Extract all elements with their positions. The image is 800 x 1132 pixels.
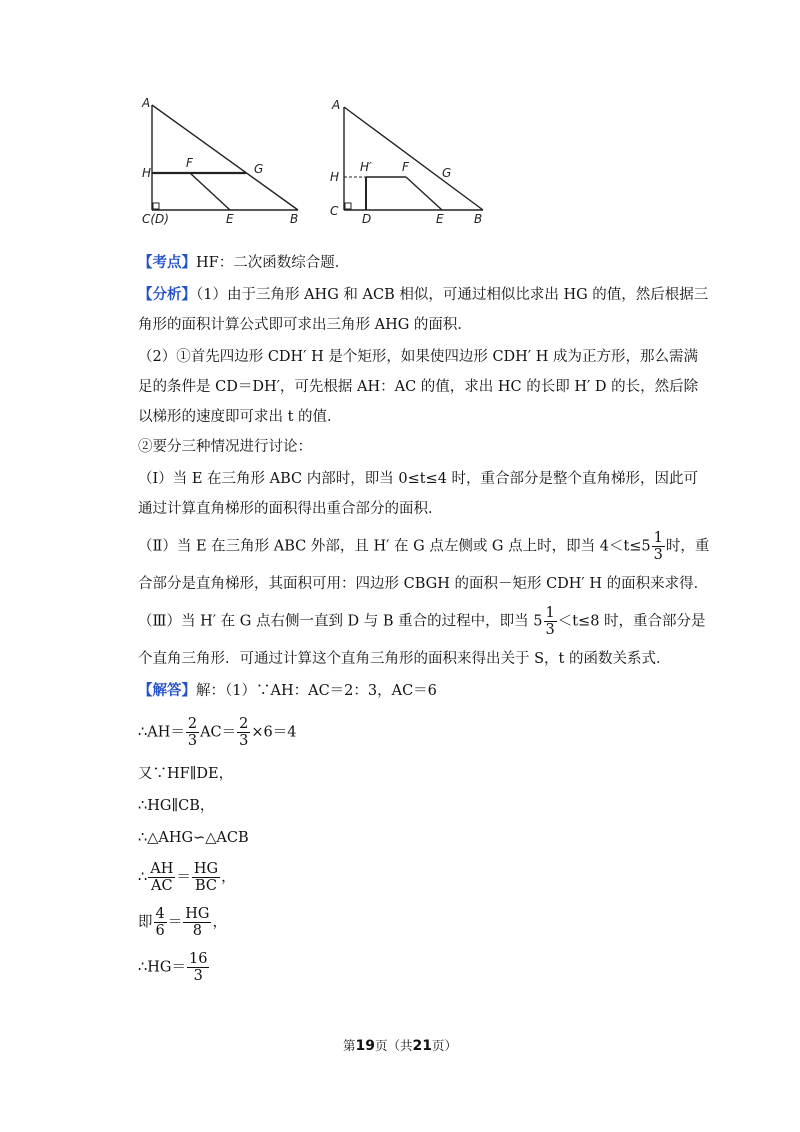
- fenxi-tag: 【分析】: [138, 286, 196, 303]
- jieda-line-1: [138, 680, 670, 702]
- jieda-l7: [138, 906, 670, 939]
- fenxi-c2a-post: 时，重: [665, 538, 710, 555]
- geometry-figures: [138, 95, 518, 230]
- fig1-label-B: B: [290, 212, 299, 226]
- kaodian-line: [138, 252, 670, 274]
- l7-post: ，: [212, 914, 227, 931]
- fig2-label-Hp: H′: [360, 160, 372, 174]
- fraction-denominator: 3: [545, 622, 555, 638]
- jieda-l6: [138, 861, 670, 894]
- fenxi-line-1: [138, 284, 709, 306]
- fenxi-c3a-post: ＜t≤8 时，重合部分是: [557, 613, 706, 630]
- fig2-label-H: H: [330, 170, 340, 184]
- fraction-numerator: HG: [193, 861, 219, 877]
- fig2-label-E: E: [436, 212, 444, 226]
- fenxi-p2a: （2）①首先四边形 CDH′ H 是个矩形，如果使四边形 CDH′ H 成为正方形，那么需满: [138, 349, 698, 365]
- fenxi-p3: ②要分三种情况进行讨论：: [138, 439, 312, 455]
- fenxi-c2a: [138, 530, 710, 563]
- fraction-numerator: AH: [150, 861, 174, 877]
- fraction-numerator: 16: [188, 951, 208, 967]
- fraction-numerator: 1: [653, 530, 663, 546]
- kaodian-tag: 【考点】: [138, 254, 196, 271]
- fig2-label-A: A: [332, 98, 341, 112]
- l2-post: ×6＝4: [251, 724, 297, 741]
- solution-content: [138, 250, 710, 984]
- fenxi-c1a: （Ⅰ）当 E 在三角形 ABC 内部时，即当 0≤t≤4 时，重合部分是整个直角梯形，因此可: [138, 471, 699, 487]
- fig1-label-F: F: [186, 156, 193, 170]
- mixed-fraction: [544, 605, 557, 638]
- l6-pre: ∴: [138, 869, 148, 886]
- fenxi-c3a-pre: （Ⅲ）当 H′ 在 G 点右侧一直到 D 与 B 重合的过程中，即当 5: [138, 613, 543, 630]
- fenxi-c3a: [138, 605, 706, 638]
- fraction: [237, 716, 250, 749]
- fraction-denominator: 3: [187, 733, 198, 749]
- fig1-label-G: G: [254, 162, 264, 176]
- footer-mid: 页（共: [374, 1038, 413, 1053]
- jieda-l5: ∴△AHG∽△ACB: [138, 830, 249, 846]
- footer-post: 页）: [431, 1038, 457, 1053]
- l7-pre: 即: [138, 914, 153, 931]
- fraction-numerator: HG: [185, 906, 210, 922]
- footer-pre: 第: [342, 1038, 356, 1053]
- fig2-label-F: F: [402, 160, 409, 174]
- l8-pre: ∴HG＝: [138, 959, 186, 976]
- fenxi-c2b: 合部分是直角梯形，其面积可用：四边形 CBGH 的面积－矩形 CDH′ H 的面积来求得．: [138, 576, 709, 592]
- mixed-fraction: [652, 530, 665, 563]
- fenxi-p2b: 足的条件是 CD＝DH′，可先根据 AH：AC 的值，求出 HC 的长即 H′ D 的长，然后除: [138, 379, 699, 395]
- footer-total-pages: 21: [412, 1038, 432, 1054]
- fig2-label-C: C: [330, 204, 339, 218]
- fraction-denominator: BC: [194, 878, 217, 894]
- fig1-label-A: A: [142, 96, 151, 110]
- page-footer: [0, 1036, 800, 1054]
- fig2-label-G: G: [442, 166, 452, 180]
- fraction-denominator: 8: [192, 923, 202, 939]
- figure-1: [138, 95, 318, 230]
- l7-mid: ＝: [167, 914, 183, 931]
- fraction: [183, 906, 211, 939]
- fraction-numerator: 1: [545, 605, 555, 621]
- fraction-denominator: 3: [193, 968, 203, 984]
- fenxi-p1b: 角形的面积计算公式即可求出三角形 AHG 的面积．: [138, 317, 472, 333]
- fraction-numerator: 2: [187, 716, 198, 732]
- kaodian-text: HF：二次函数综合题．: [196, 255, 350, 271]
- fraction-denominator: AC: [151, 878, 173, 894]
- fig1-label-C: C(D): [142, 212, 169, 226]
- fraction-denominator: 3: [239, 733, 249, 749]
- fraction-numerator: 4: [155, 906, 165, 922]
- jieda-l2: [138, 716, 670, 749]
- fraction-denominator: 3: [653, 547, 663, 563]
- l6-post: ，: [221, 869, 236, 886]
- footer-page-number: 19: [355, 1038, 375, 1054]
- fig1-label-E: E: [226, 212, 234, 226]
- jieda-l8: [138, 951, 670, 984]
- fig1-label-H: H: [142, 166, 152, 180]
- fraction: [187, 951, 209, 984]
- figure-2: [328, 95, 508, 230]
- fenxi-p2c: 以梯形的速度即可求出 t 的值．: [138, 409, 342, 425]
- jieda-l3: 又∵HF∥DE，: [138, 766, 234, 782]
- fraction: [154, 906, 167, 939]
- fenxi-c2a-pre: （Ⅱ）当 E 在三角形 ABC 外部，且 H′ 在 G 点左侧或 G 点上时，即当 4＜t≤5: [138, 538, 651, 555]
- jieda-l4: ∴HG∥CB，: [138, 798, 215, 814]
- fraction: [186, 716, 199, 749]
- fig2-label-B: B: [474, 212, 483, 226]
- l2-mid: AC＝: [200, 724, 237, 741]
- jieda-tag: 【解答】: [138, 682, 196, 699]
- fenxi-c3b: 个直角三角形．可通过计算这个直角三角形的面积来得出关于 S，t 的函数关系式．: [138, 651, 671, 667]
- fraction-numerator: 2: [239, 716, 249, 732]
- jieda-l1: 解：（1）∵AH：AC＝2：3，AC＝6: [196, 683, 437, 699]
- fraction: [192, 861, 220, 894]
- l6-mid: ＝: [176, 869, 191, 886]
- fenxi-p1a: （1）由于三角形 AHG 和 ACB 相似，可通过相似比求出 HG 的值，然后根据三: [196, 287, 709, 303]
- fenxi-c1b: 通过计算直角梯形的面积得出重合部分的面积．: [138, 501, 443, 517]
- fraction: [148, 861, 175, 894]
- fig2-label-D: D: [362, 212, 372, 226]
- fraction-denominator: 6: [155, 923, 165, 939]
- l2-pre: ∴AH＝: [138, 724, 185, 741]
